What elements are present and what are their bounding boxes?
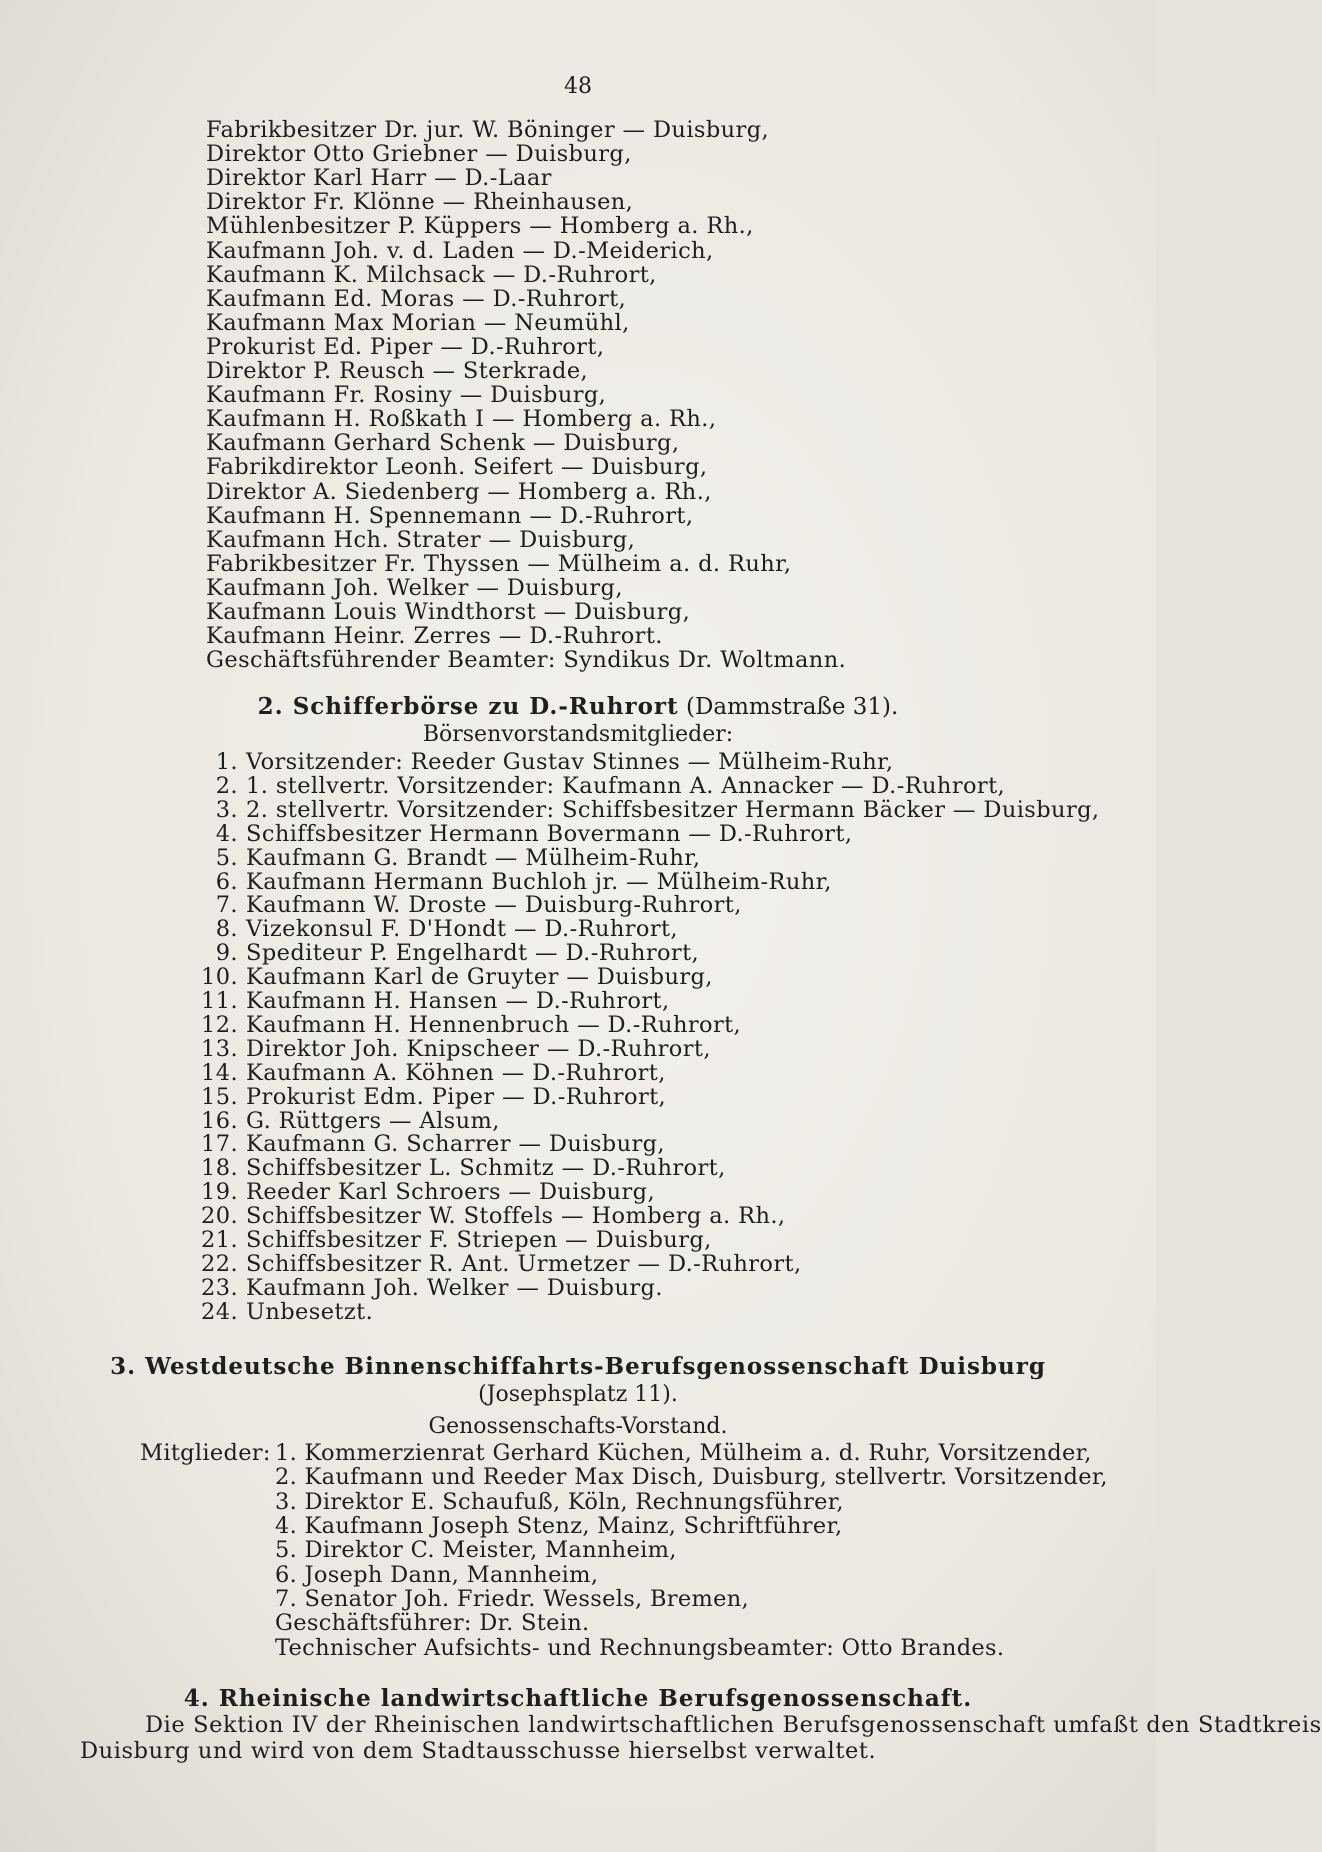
list-item — [140, 1538, 677, 1562]
list-item — [200, 870, 832, 894]
section-2-heading-line — [0, 694, 1156, 720]
list-item: Kaufmann Max Morian — Neumühl, — [206, 309, 630, 336]
item-text: Kaufmann H. Hennenbruch — D.-Ruhrort, — [246, 1011, 742, 1038]
item-text: Kommerzienrat Gerhard Küchen, Mülheim a. d. Ruhr, Vorsitzender, — [304, 1440, 1092, 1466]
list-item — [140, 1514, 843, 1538]
list-item: Kaufmann Joh. Welker — Duisburg, — [206, 574, 623, 601]
section-3-address: (Josephsplatz 11). — [478, 1382, 678, 1407]
section-2-subheading: Börsenvorstandsmitglieder: — [422, 722, 734, 747]
item-number: 21. — [201, 1227, 238, 1253]
item-number: 7. — [215, 892, 238, 919]
item-text: Kaufmann Joh. Welker — Duisburg. — [246, 1274, 663, 1301]
item-number: 22. — [201, 1250, 238, 1277]
list-item — [200, 774, 1005, 798]
list-item — [200, 750, 893, 774]
item-text: Senator Joh. Friedr. Wessels, Bremen, — [304, 1585, 749, 1612]
list-item — [200, 1276, 663, 1300]
section-3-subheading: Genossenschafts-Vorstand. — [428, 1414, 728, 1439]
item-number: 23. — [201, 1274, 238, 1301]
item-text: Vorsitzender: Reeder Gustav Stinnes — Mülheim-Ruhr, — [246, 749, 894, 775]
item-text: 1. stellvertr. Vorsitzender: Kaufmann A. Annacker — D.-Ruhrort, — [246, 772, 1006, 799]
item-number: 1. — [215, 749, 238, 775]
list-item — [200, 965, 713, 989]
list-item: Fabrikdirektor Leonh. Seifert — Duisburg, — [206, 454, 708, 481]
list-item — [200, 1204, 786, 1228]
list-item: Kaufmann Gerhard Schenk — Duisburg, — [206, 430, 680, 457]
item-text: G. Rüttgers — Alsum, — [246, 1107, 500, 1134]
item-number: 18. — [201, 1155, 238, 1182]
item-number: 11. — [201, 988, 238, 1014]
item-text: Kaufmann A. Köhnen — D.-Ruhrort, — [246, 1059, 666, 1086]
section-2-heading: 2. Schifferbörse zu D.-Ruhrort — [257, 693, 679, 720]
item-text: Joseph Dann, Mannheim, — [304, 1561, 599, 1588]
list-item: Kaufmann Joh. v. d. Laden — D.-Meiderich, — [206, 237, 714, 264]
list-item: Kaufmann H. Roßkath I — Homberg a. Rh., — [206, 406, 717, 433]
list-item — [200, 1156, 726, 1180]
members-label: Mitglieder: — [140, 1440, 271, 1466]
list-item — [200, 1085, 666, 1109]
list-item — [200, 1132, 665, 1156]
list-item — [200, 822, 852, 846]
section-3-technical: Technischer Aufsichts- und Rechnungsbeamter: Otto Brandes. — [275, 1635, 1005, 1661]
list-item: Direktor Fr. Klönne — Rheinhausen, — [206, 189, 634, 216]
list-item: Direktor A. Siedenberg — Homberg a. Rh., — [206, 478, 712, 505]
item-number: 6. — [275, 1561, 298, 1588]
list-item: Kaufmann Ed. Moras — D.-Ruhrort, — [206, 285, 627, 312]
list-item — [200, 893, 742, 917]
list-item — [200, 1037, 711, 1061]
item-text: Kaufmann G. Scharrer — Duisburg, — [246, 1131, 665, 1158]
item-text: Schiffsbesitzer Hermann Bovermann — D.-Ruhrort, — [246, 820, 853, 847]
item-number: 2. — [215, 772, 238, 799]
list-item: Kaufmann K. Milchsack — D.-Ruhrort, — [206, 261, 657, 288]
item-text: Spediteur P. Engelhardt — D.-Ruhrort, — [246, 940, 700, 967]
list-item: Kaufmann Fr. Rosiny — Duisburg, — [206, 382, 607, 409]
item-text: Reeder Karl Schroers — Duisburg, — [246, 1179, 656, 1206]
item-text: Unbesetzt. — [246, 1298, 374, 1325]
item-number: 2. — [275, 1464, 298, 1491]
item-text: Kaufmann G. Brandt — Mülheim-Ruhr, — [246, 844, 701, 871]
list-item — [200, 989, 670, 1013]
item-text: 2. stellvertr. Vorsitzender: Schiffsbesitzer Hermann Bäcker — Duisburg, — [246, 796, 1100, 823]
item-number: 7. — [275, 1585, 298, 1612]
section-3-manager: Geschäftsführer: Dr. Stein. — [275, 1610, 590, 1636]
list-item — [200, 1013, 741, 1037]
item-text: Direktor Joh. Knipscheer — D.-Ruhrort, — [246, 1035, 711, 1062]
item-text: Schiffsbesitzer F. Striepen — Duisburg, — [246, 1227, 712, 1253]
section-4-heading: 4. Rheinische landwirtschaftliche Berufsgenossenschaft. — [183, 1685, 973, 1712]
item-text: Direktor C. Meister, Mannheim, — [304, 1537, 677, 1564]
list-item — [140, 1441, 1092, 1465]
list-item: Kaufmann Heinr. Zerres — D.-Ruhrort. — [206, 623, 663, 650]
item-number: 14. — [201, 1059, 238, 1086]
list-item — [200, 1109, 500, 1133]
item-text: Kaufmann und Reeder Max Disch, Duisburg, stellvertr. Vorsitzender, — [304, 1464, 1108, 1491]
item-number: 5. — [215, 844, 238, 871]
item-text: Kaufmann Hermann Buchloh jr. — Mülheim-Ruhr, — [246, 868, 832, 895]
section-2-address: (Dammstraße 31). — [685, 694, 899, 720]
item-number: 10. — [201, 964, 238, 991]
list-item — [200, 1252, 802, 1276]
item-text: Kaufmann Joseph Stenz, Mainz, Schriftführer, — [304, 1512, 843, 1539]
item-number: 17. — [201, 1131, 238, 1158]
list-item: Kaufmann Hch. Strater — Duisburg, — [206, 526, 636, 553]
list-item: Fabrikbesitzer Dr. jur. W. Böninger — Duisburg, — [206, 117, 770, 143]
item-text: Kaufmann Karl de Gruyter — Duisburg, — [246, 964, 713, 991]
item-number: 13. — [201, 1035, 238, 1062]
list-item: Geschäftsführender Beamter: Syndikus Dr. Woltmann. — [206, 647, 847, 674]
list-item — [200, 1228, 712, 1252]
list-item — [200, 1061, 666, 1085]
list-item — [200, 941, 699, 965]
item-number: 4. — [275, 1512, 298, 1539]
section-4-paragraph-line-1: Die Sektion IV der Rheinischen landwirtschaftlichen Berufsgenossenschaft umfaßt den Stadtkreis — [145, 1712, 1322, 1738]
list-item — [140, 1587, 749, 1611]
item-text: Schiffsbesitzer W. Stoffels — Homberg a. Rh., — [246, 1203, 786, 1230]
item-number: 4. — [215, 820, 238, 847]
list-item: Direktor Karl Harr — D.-Laar — [206, 165, 552, 192]
item-text: Schiffsbesitzer R. Ant. Urmetzer — D.-Ruhrort, — [246, 1250, 802, 1277]
list-item: Fabrikbesitzer Fr. Thyssen — Mülheim a. d. Ruhr, — [206, 550, 792, 577]
list-item — [200, 917, 678, 941]
list-item — [140, 1563, 598, 1587]
section-4-paragraph-line-2: Duisburg und wird von dem Stadtausschusse hierselbst verwaltet. — [80, 1738, 877, 1764]
list-item: Direktor P. Reusch — Sterkrade, — [206, 358, 589, 384]
item-text: Direktor E. Schaufuß, Köln, Rechnungsführer, — [304, 1488, 844, 1515]
list-item: Direktor Otto Griebner — Duisburg, — [206, 141, 632, 168]
list-item — [200, 846, 700, 870]
item-number: 15. — [201, 1083, 238, 1110]
item-number: 3. — [275, 1488, 298, 1515]
list-item: Prokurist Ed. Piper — D.-Ruhrort, — [206, 333, 605, 360]
item-number: 16. — [201, 1107, 238, 1134]
item-number: 24. — [201, 1298, 238, 1325]
list-item — [200, 1300, 373, 1324]
item-number: 9. — [215, 940, 238, 967]
item-number: 5. — [275, 1537, 298, 1564]
item-number: 1. — [275, 1440, 298, 1466]
list-item: Kaufmann H. Spennemann — D.-Ruhrort, — [206, 502, 694, 529]
item-number: 12. — [201, 1011, 238, 1038]
item-text: Kaufmann W. Droste — Duisburg-Ruhrort, — [246, 892, 742, 919]
item-text: Prokurist Edm. Piper — D.-Ruhrort, — [246, 1083, 667, 1110]
item-number: 3. — [215, 796, 238, 823]
item-number: 8. — [215, 916, 238, 943]
item-number: 19. — [201, 1179, 238, 1206]
page-number: 48 — [564, 74, 592, 99]
list-item: Kaufmann Louis Windthorst — Duisburg, — [206, 599, 691, 625]
item-number: 20. — [201, 1203, 238, 1230]
item-text: Schiffsbesitzer L. Schmitz — D.-Ruhrort, — [246, 1155, 726, 1182]
list-item — [140, 1465, 1108, 1489]
item-text: Vizekonsul F. D'Hondt — D.-Ruhrort, — [246, 916, 678, 943]
item-text: Kaufmann H. Hansen — D.-Ruhrort, — [246, 988, 670, 1014]
section-3-heading: 3. Westdeutsche Binnenschiffahrts-Berufsgenossenschaft Duisburg — [110, 1353, 1046, 1380]
list-item — [200, 1180, 655, 1204]
list-item: Mühlenbesitzer P. Küppers — Homberg a. Rh., — [206, 213, 754, 240]
item-number: 6. — [215, 868, 238, 895]
list-item — [200, 798, 1099, 822]
list-item — [140, 1490, 844, 1514]
